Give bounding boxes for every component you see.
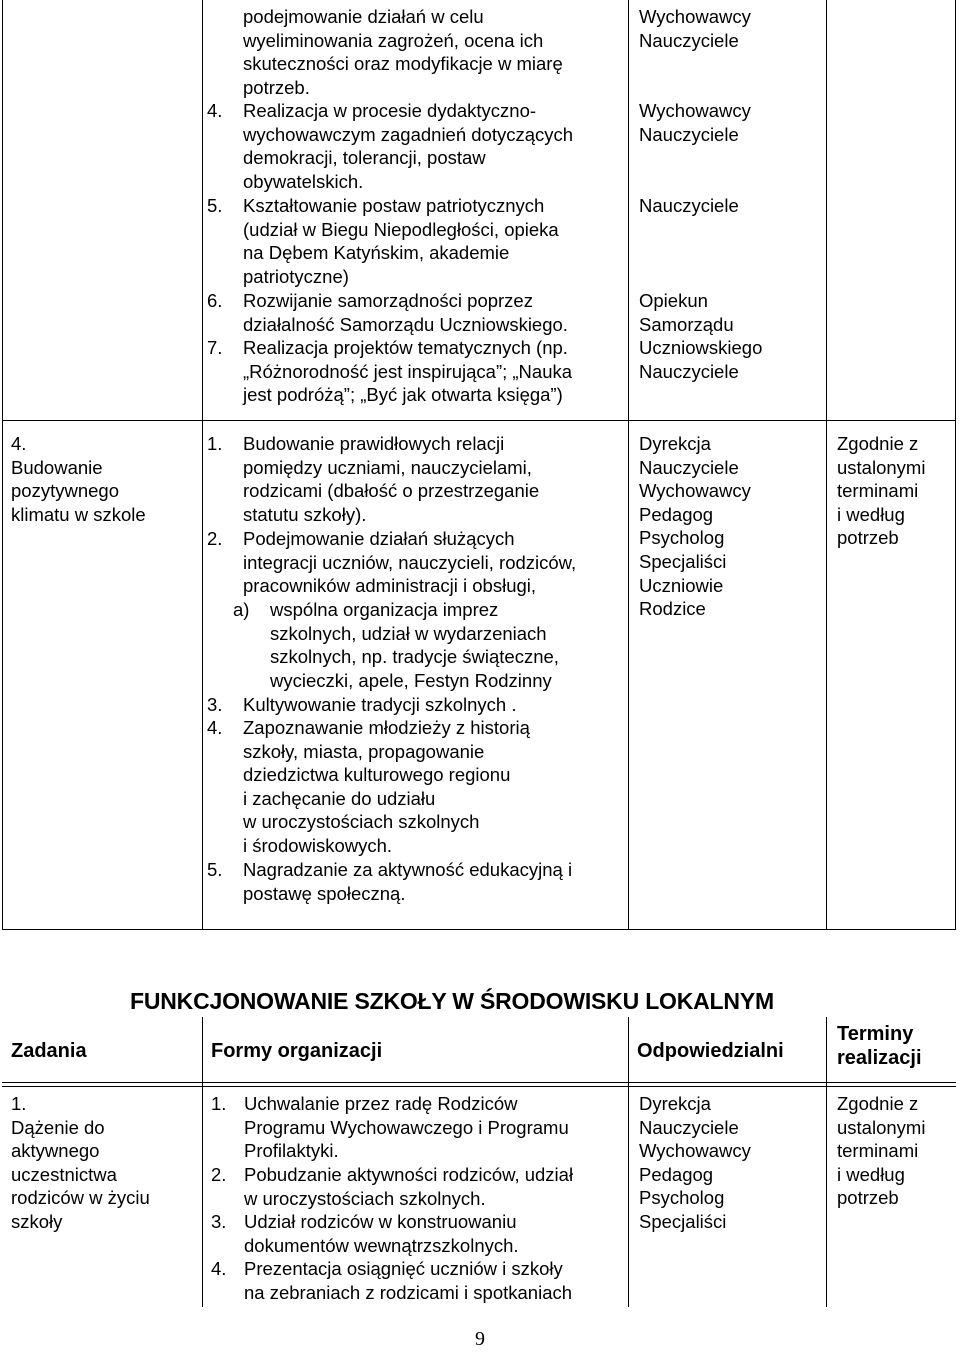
responsible-cell: Nauczyciele [639,195,739,216]
section-heading: FUNKCJONOWANIE SZKOŁY W ŚRODOWISKU LOKALNYM [130,988,774,1014]
table1-border-bottom [2,929,956,930]
responsible-cell: Opiekun Samorządu Uczniowskiego Nauczyciele [639,290,763,382]
table2-col-divider-3 [826,1017,827,1307]
table2-header-divider [2,1086,956,1087]
list-item-text: Kultywowanie tradycji szkolnych . [243,694,517,715]
list-number: 2. [211,1164,227,1185]
list-number: 5. [207,859,223,880]
responsible-cell: Dyrekcja Nauczyciele Wychowawcy Pedagog Psycholog Specjaliści Uczniowie Rodzice [639,433,751,620]
list-number: 1. [211,1093,227,1114]
header-terms: Terminy realizacji [837,1023,922,1069]
list-item-text: Realizacja projektów tematycznych (np. „Różnorodność jest inspirująca”; „Nauka jest podróżą”; „Być jak otwarta księga”) [243,337,573,406]
table2-header-divider [2,1082,956,1083]
sublist-item-text: wspólna organizacja imprez szkolnych, udział w wydarzeniach szkolnych, np. tradycje świąteczne, wycieczki, apele, Festyn Rodzinny [270,599,559,691]
header-responsible: Odpowiedzialni [637,1040,784,1062]
terms-cell: Zgodnie z ustalonymi terminami i według potrzeb [837,433,926,549]
list-item-text: Kształtowanie postaw patriotycznych (udział w Biegu Niepodległości, opieka na Dębem Katyńskim, akademie patriotyczne) [243,195,559,287]
responsible-cell: Wychowawcy Nauczyciele [639,6,751,51]
list-item-text: Nagradzanie za aktywność edukacyjną i postawę społeczną. [243,859,573,904]
list-item-text: Udział rodziców w konstruowaniu dokumentów wewnątrzszkolnych. [244,1211,519,1256]
table1-border-right [955,0,956,930]
table2-col-divider-1 [202,1017,203,1307]
list-item-text: Budowanie prawidłowych relacji pomiędzy uczniami, nauczycielami, rodzicami (dbałość o przestrzeganie statutu szkoły). [243,433,540,525]
list-item-text: Podejmowanie działań służących integracji uczniów, nauczycieli, rodziców, pracowników administracji i obsługi, [243,528,577,597]
table1-col-divider-2 [628,0,629,930]
list-number: 7. [207,337,223,358]
list-number: 4. [211,1258,227,1279]
page-number: 9 [475,1328,485,1350]
list-item-text: Prezentacja osiągnięć uczniów i szkoły na zebraniach z rodzicami i spotkaniach [244,1258,573,1303]
responsible-cell: Wychowawcy Nauczyciele [639,100,751,145]
list-number: 2. [207,528,223,549]
sublist-letter: a) [233,599,250,620]
task-cell: 4. Budowanie pozytywnego klimatu w szkole [11,433,146,525]
table2-col-divider-2 [628,1017,629,1307]
list-item-text: Zapoznawanie młodzieży z historią szkoły, miasta, propagowanie dziedzictwa kulturowego regionu i zachęcanie do udziału w uroczystościach szkolnych i środowiskowych. [243,717,530,856]
list-number: 5. [207,195,223,216]
responsible-cell: Dyrekcja Nauczyciele Wychowawcy Pedagog Psycholog Specjaliści [639,1093,751,1232]
header-forms: Formy organizacji [211,1040,383,1062]
continued-item-text: podejmowanie działań w celu wyeliminowania zagrożeń, ocena ich skuteczności oraz modyfikacje w miarę potrzeb. [243,6,563,98]
table1-border-left [2,0,3,930]
list-item-text: Uchwalanie przez radę Rodziców Programu Wychowawczego i Programu Profilaktyki. [244,1093,569,1162]
list-number: 4. [207,717,223,738]
terms-cell: Zgodnie z ustalonymi terminami i według potrzeb [837,1093,926,1209]
list-number: 3. [207,694,223,715]
task-cell: 1. Dążenie do aktywnego uczestnictwa rodziców w życiu szkoły [11,1093,150,1232]
list-number: 3. [211,1211,227,1232]
list-number: 6. [207,290,223,311]
table1-row-divider [2,420,956,421]
list-item-text: Pobudzanie aktywności rodziców, udział w uroczystościach szkolnych. [244,1164,574,1209]
header-tasks: Zadania [11,1040,87,1062]
list-item-text: Rozwijanie samorządności poprzez działalność Samorządu Uczniowskiego. [243,290,568,335]
table1-col-divider-1 [202,0,203,930]
list-number: 1. [207,433,223,454]
list-number: 4. [207,100,223,121]
table1-col-divider-3 [826,0,827,930]
list-item-text: Realizacja w procesie dydaktyczno- wychowawczym zagadnień dotyczących demokracji, tolerancji, postaw obywatelskich. [243,100,574,192]
